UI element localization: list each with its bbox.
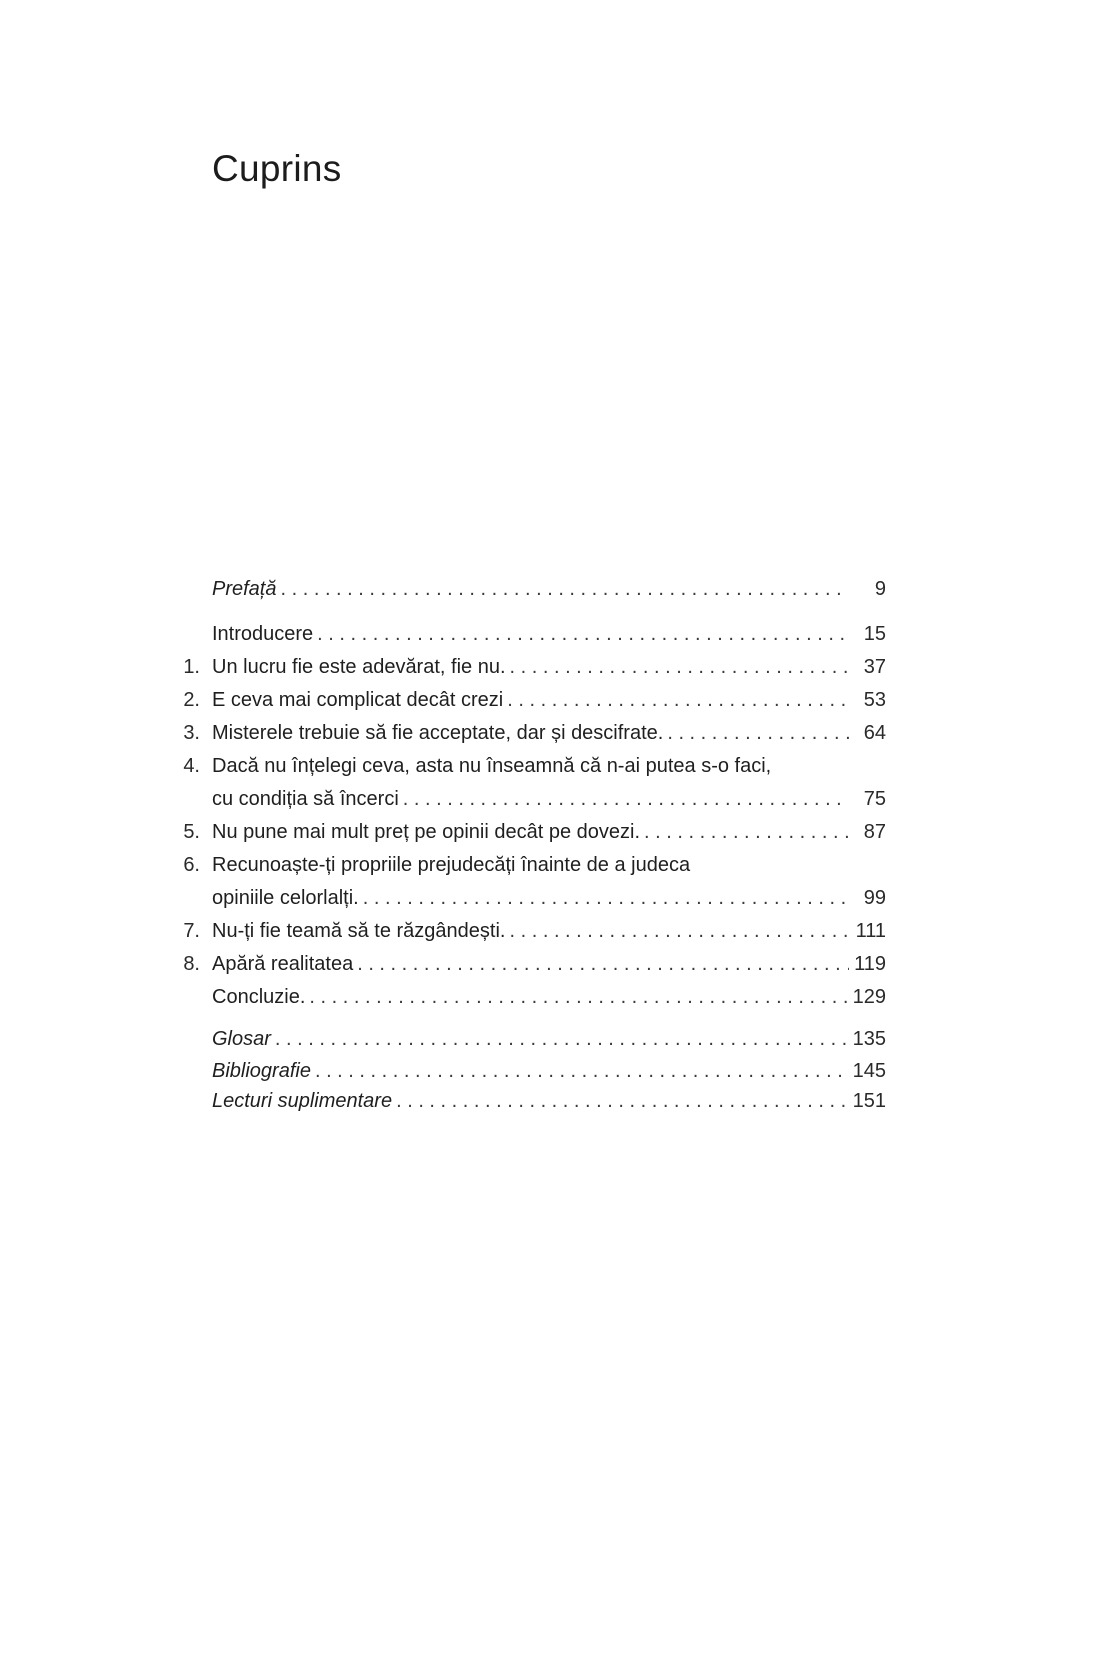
- toc-entry-number: 2.: [183, 689, 200, 711]
- toc-entry-page: 145: [852, 1060, 886, 1082]
- dot-leader: [644, 816, 849, 849]
- toc-entry-number: 7.: [183, 920, 200, 942]
- dot-leader: [275, 1023, 849, 1056]
- dot-leader: [507, 684, 849, 717]
- toc-entry-page: 9: [874, 578, 886, 600]
- toc-entry: [0, 816, 1103, 849]
- toc-entry-title: Introducere: [212, 623, 314, 645]
- toc-entry-title: Glosar: [212, 1028, 271, 1050]
- toc-entry-page: 15: [863, 623, 886, 645]
- toc-entry-page: 37: [863, 656, 886, 678]
- toc-entry-page: 129: [852, 986, 886, 1008]
- toc-entry-page: 64: [863, 722, 886, 744]
- dot-leader: [315, 1056, 849, 1086]
- toc-entry: [0, 948, 1103, 981]
- toc-entry-page: 75: [863, 788, 886, 810]
- toc-entry-page: 53: [863, 689, 886, 711]
- toc-entry-page: 135: [852, 1028, 886, 1050]
- toc-entry-page: 119: [854, 953, 886, 975]
- dot-leader: [509, 915, 849, 948]
- toc-entry: [0, 573, 1103, 606]
- toc-entry-page: 87: [863, 821, 886, 843]
- toc-entry: [0, 717, 1103, 750]
- dot-leader: [280, 573, 849, 606]
- toc-entry: [0, 915, 1103, 948]
- toc-entry-page: 151: [852, 1090, 886, 1112]
- table-of-contents: [0, 573, 1103, 1116]
- toc-entry-number: 4.: [183, 755, 200, 777]
- toc-entry-title-line1: Dacă nu înțelegi ceva, asta nu înseamnă că n-ai putea s-o faci,: [212, 755, 772, 777]
- toc-entry-title-line1: Recunoaște-ți propriile prejudecăți înainte de a judeca: [212, 854, 691, 876]
- dot-leader: [309, 981, 849, 1014]
- toc-entry-title: Misterele trebuie să fie acceptate, dar și descifrate.: [212, 722, 664, 744]
- toc-entry-title: Concluzie.: [212, 986, 306, 1008]
- toc-entry-title: Nu-ți fie teamă să te răzgândești.: [212, 920, 506, 942]
- dot-leader: [363, 882, 849, 915]
- toc-entry-number: 8.: [183, 953, 200, 975]
- dot-leader: [510, 651, 850, 684]
- toc-entry-title: Nu pune mai mult preț pe opinii decât pe dovezi.: [212, 821, 641, 843]
- toc-entry-title: Prefață: [212, 578, 277, 600]
- toc-entry-number: 5.: [183, 821, 200, 843]
- toc-entry-number: 6.: [183, 854, 200, 876]
- toc-entry-title: Apără realitatea: [212, 953, 354, 975]
- toc-entry-page: 99: [863, 887, 886, 909]
- toc-entry: [0, 1023, 1103, 1056]
- dot-leader: [403, 783, 849, 816]
- toc-entry-title: Lecturi suplimentare: [212, 1090, 393, 1112]
- toc-entry: [0, 651, 1103, 684]
- dot-leader: [396, 1086, 849, 1116]
- toc-entry-title: cu condiția să încerci: [212, 788, 399, 810]
- toc-entry: [0, 849, 1103, 915]
- toc-entry-title: Un lucru fie este adevărat, fie nu.: [212, 656, 506, 678]
- toc-entry-title: Bibliografie: [212, 1060, 311, 1082]
- dot-leader: [357, 948, 849, 981]
- toc-entry: [0, 618, 1103, 651]
- toc-entry-number: 3.: [183, 722, 200, 744]
- toc-entry: [0, 750, 1103, 816]
- toc-entry-page: 111: [855, 920, 886, 942]
- dot-leader: [317, 618, 849, 651]
- dot-leader: [667, 717, 849, 750]
- toc-entry-number: 1.: [183, 656, 200, 678]
- toc-entry-title: opiniile celorlalți.: [212, 887, 359, 909]
- page-title: Cuprins: [212, 148, 342, 189]
- toc-entry: [0, 1056, 1103, 1086]
- toc-entry: [0, 1086, 1103, 1116]
- toc-entry-title: E ceva mai complicat decât crezi: [212, 689, 504, 711]
- toc-entry: [0, 981, 1103, 1014]
- toc-entry: [0, 684, 1103, 717]
